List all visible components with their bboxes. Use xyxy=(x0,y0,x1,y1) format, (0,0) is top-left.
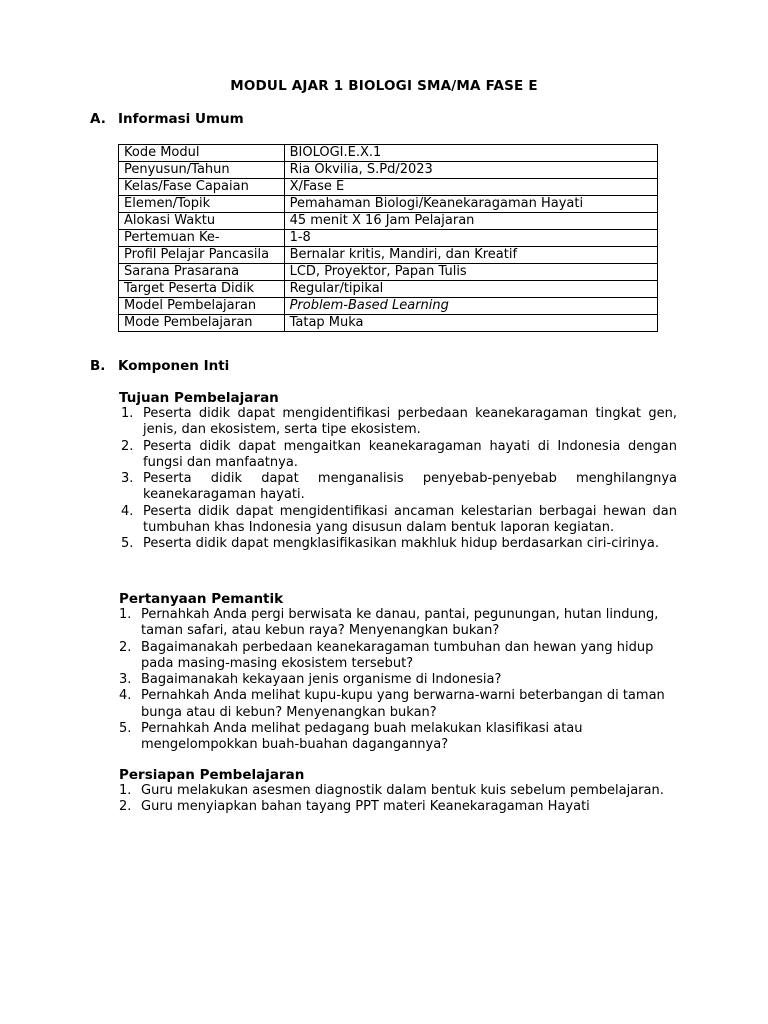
section-b-title: Komponen Inti xyxy=(118,358,230,374)
list-text: Peserta didik dapat mengaitkan keanekaragaman hayati di Indonesia dengan fungsi dan manfaatnya. xyxy=(143,438,677,470)
list-text: Peserta didik dapat mengklasifikasikan makhluk hidup berdasarkan ciri-cirinya. xyxy=(143,536,659,552)
list-text: Pernahkah Anda melihat kupu-kupu yang berwarna-warni beterbangan di taman bunga atau di kebun? Menyenangkan bukan? xyxy=(141,688,665,720)
table-key: Pertemuan Ke- xyxy=(119,230,285,247)
tujuan-list xyxy=(119,406,677,553)
table-value: LCD, Proyektor, Papan Tulis xyxy=(284,264,657,281)
list-item xyxy=(119,504,677,537)
table-value: Bernalar kritis, Mandiri, dan Kreatif xyxy=(284,247,657,264)
table-key: Alokasi Waktu xyxy=(119,213,285,230)
section-a-heading xyxy=(90,111,244,127)
table-key: Kode Modul xyxy=(119,145,285,162)
list-text: Bagaimanakah kekayaan jenis organisme di Indonesia? xyxy=(141,672,502,688)
list-item xyxy=(119,439,677,472)
table-row xyxy=(119,247,658,264)
list-number: 2. xyxy=(121,438,134,454)
section-b-heading xyxy=(90,358,229,374)
list-item xyxy=(119,721,677,754)
table-key: Profil Pelajar Pancasila xyxy=(119,247,285,264)
pemantik-list xyxy=(119,607,677,754)
table-row xyxy=(119,281,658,298)
list-item xyxy=(119,640,677,673)
general-info-table xyxy=(118,144,658,332)
table-key: Penyusun/Tahun xyxy=(119,162,285,179)
section-a-letter: A. xyxy=(90,111,106,127)
tujuan-heading: Tujuan Pembelajaran xyxy=(119,390,279,406)
list-text: Guru melakukan asesmen diagnostik dalam bentuk kuis sebelum pembelajaran. xyxy=(141,783,664,798)
list-number: 4. xyxy=(119,688,132,704)
list-item xyxy=(119,607,677,640)
table-row xyxy=(119,179,658,196)
list-text: Peserta didik dapat mengidentifikasi perbedaan keanekaragaman tingkat gen, jenis, dan ekosistem, serta tipe ekosistem. xyxy=(143,406,677,438)
table-value: 1-8 xyxy=(284,230,657,247)
list-number: 5. xyxy=(119,721,132,737)
list-text: Peserta didik dapat mengidentifikasi ancaman kelestarian berbagai hewan dan tumbuhan khas Indonesia yang disusun dalam bentuk laporan kegiatan. xyxy=(143,503,677,536)
table-value: Ria Okvilia, S.Pd/2023 xyxy=(284,162,657,179)
persiapan-heading: Persiapan Pembelajaran xyxy=(119,767,305,783)
list-item xyxy=(119,536,677,552)
list-number: 4. xyxy=(121,503,134,519)
table-key: Target Peserta Didik xyxy=(119,281,285,298)
section-b-letter: B. xyxy=(90,358,106,374)
list-number: 3. xyxy=(119,672,132,688)
table-value: X/Fase E xyxy=(284,179,657,196)
list-item xyxy=(119,688,677,721)
table-value: Regular/tipikal xyxy=(284,281,657,298)
table-row xyxy=(119,196,658,213)
list-text: Pernahkah Anda pergi berwisata ke danau, pantai, pegunungan, hutan lindung, taman safari, atau kebun raya? Menyenangkan bukan? xyxy=(141,607,659,639)
table-value: Pemahaman Biologi/Keanekaragaman Hayati xyxy=(284,196,657,213)
list-item xyxy=(119,471,677,504)
list-item xyxy=(119,783,677,799)
table-row xyxy=(119,315,658,332)
list-number: 1. xyxy=(121,406,134,421)
table-row xyxy=(119,298,658,315)
table-row xyxy=(119,264,658,281)
table-row xyxy=(119,145,658,162)
list-item xyxy=(119,406,677,439)
table-key: Mode Pembelajaran xyxy=(119,315,285,332)
list-number: 2. xyxy=(119,799,132,815)
list-number: 1. xyxy=(119,783,132,798)
table-value: Problem-Based Learning xyxy=(284,298,657,315)
list-number: 2. xyxy=(119,639,132,655)
list-text: Guru menyiapkan bahan tayang PPT materi Keanekaragaman Hayati xyxy=(141,799,590,815)
table-key: Kelas/Fase Capaian xyxy=(119,179,285,196)
table-row xyxy=(119,213,658,230)
list-number: 3. xyxy=(121,471,134,487)
pemantik-heading: Pertanyaan Pemantik xyxy=(119,591,284,607)
table-row xyxy=(119,162,658,179)
list-text: Bagaimanakah perbedaan keanekaragaman tumbuhan dan hewan yang hidup pada masing-masing ekosistem tersebut? xyxy=(141,639,654,671)
document-title: MODUL AJAR 1 BIOLOGI SMA/MA FASE E xyxy=(230,78,538,94)
table-key: Model Pembelajaran xyxy=(119,298,285,315)
table-value: BIOLOGI.E.X.1 xyxy=(284,145,657,162)
list-text: Pernahkah Anda melihat pedagang buah melakukan klasifikasi atau mengelompokkan buah-buahan dagangannya? xyxy=(141,721,583,753)
table-row xyxy=(119,230,658,247)
list-item xyxy=(119,672,677,688)
table-key: Sarana Prasarana xyxy=(119,264,285,281)
table-value: 45 menit X 16 Jam Pelajaran xyxy=(284,213,657,230)
section-a-title: Informasi Umum xyxy=(118,111,244,127)
list-number: 5. xyxy=(121,536,134,552)
list-item xyxy=(119,799,677,815)
list-text: Peserta didik dapat menganalisis penyebab-penyebab menghilangnya keanekaragaman hayati. xyxy=(143,471,677,503)
table-value: Tatap Muka xyxy=(284,315,657,332)
table-key: Elemen/Topik xyxy=(119,196,285,213)
list-number: 1. xyxy=(119,607,132,622)
persiapan-list xyxy=(119,783,677,816)
